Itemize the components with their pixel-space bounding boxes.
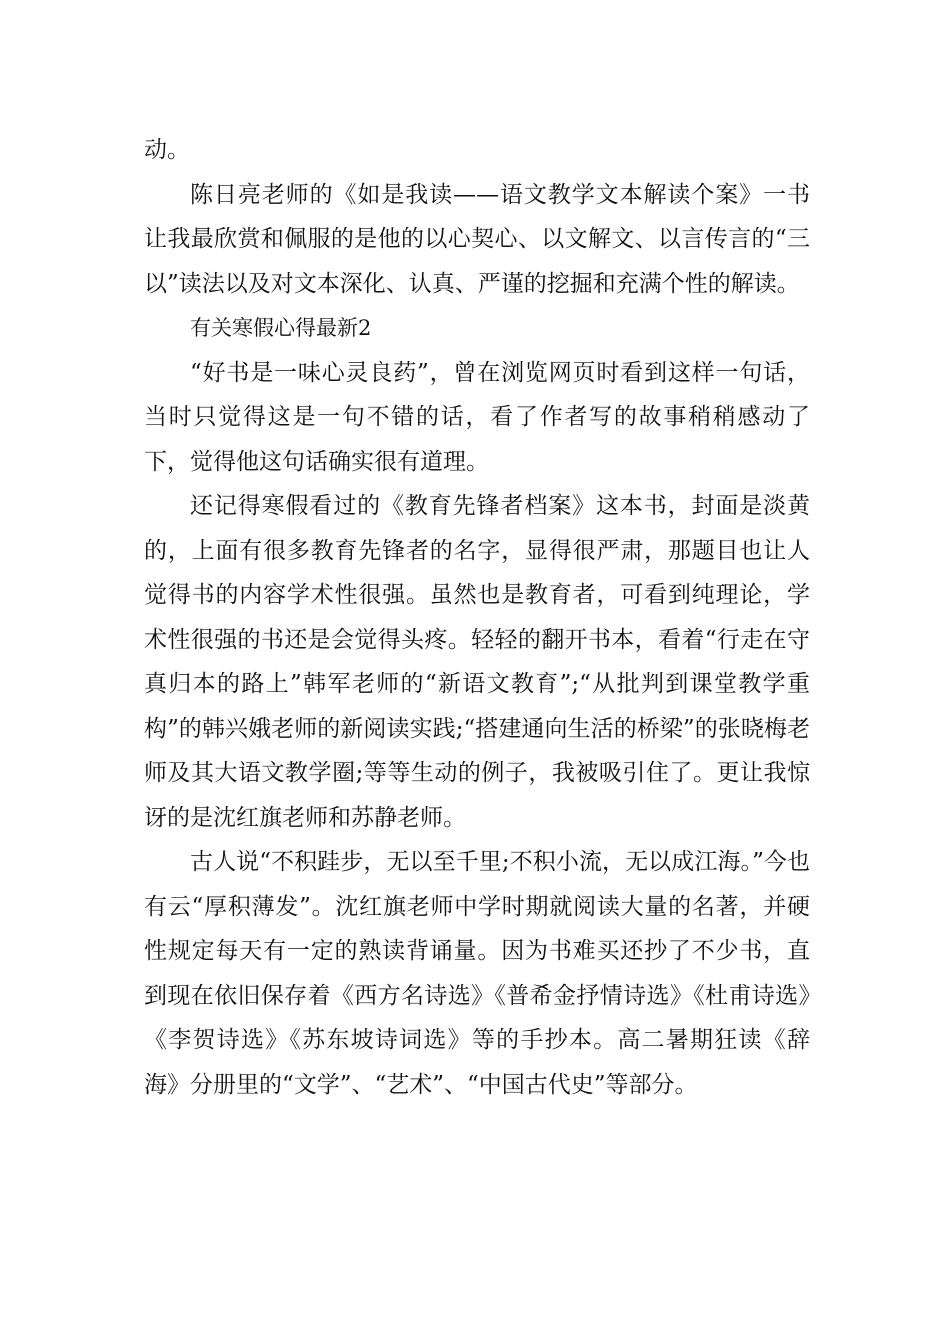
document-page xyxy=(144,128,810,1107)
paragraph-good-book: “好书是一味心灵良药”，曾在浏览网页时看到这样一句话，当时只觉得这是一句不错的话，看了作者写的故事稍稍感动了下，觉得他这句话确实很有道理。 xyxy=(144,359,810,475)
section-heading: 有关寒假心得最新2 xyxy=(190,316,372,340)
paragraph-ancient-saying: 古人说“不积跬步，无以至千里;不积小流，无以成江海。”今也有云“厚积薄发”。沈红旗老师中学时期就阅读大量的名著，并硬性规定每天有一定的熟读背诵量。因为书难买还抄了不少书，直到现在依旧保存着《西方名诗选》《普希金抒情诗选》《杜甫诗选》《李贺诗选》《苏东坡诗词选》等的手抄本。高二暑期狂读《辞海》分册里的“文学”、“艺术”、“中国古代史”等部分。 xyxy=(144,849,810,1098)
paragraph-education-pioneers: 还记得寒假看过的《教育先锋者档案》这本书，封面是淡黄的，上面有很多教育先锋者的名字，显得很严肃，那题目也让人觉得书的内容学术性很强。虽然也是教育者，可看到纯理论，学术性很强的书还是会觉得头疼。轻轻的翻开书本，看着“行走在守真归本的路上”韩军老师的“新语文教育”;“从批判到课堂教学重构”的韩兴娥老师的新阅读实践;“搭建通向生活的桥梁”的张晓梅老师及其大语文教学圈;等等生动的例子，我被吸引住了。更让我惊讶的是沈红旗老师和苏静老师。 xyxy=(144,493,810,831)
paragraph-continuation: 动。 xyxy=(144,137,190,163)
paragraph-chen-rilang: 陈日亮老师的《如是我读——语文教学文本解读个案》一书让我最欣赏和佩服的是他的以心契心、以文解文、以言传言的“三以”读法以及对文本深化、认真、严谨的挖掘和充满个性的解读。 xyxy=(144,181,810,297)
